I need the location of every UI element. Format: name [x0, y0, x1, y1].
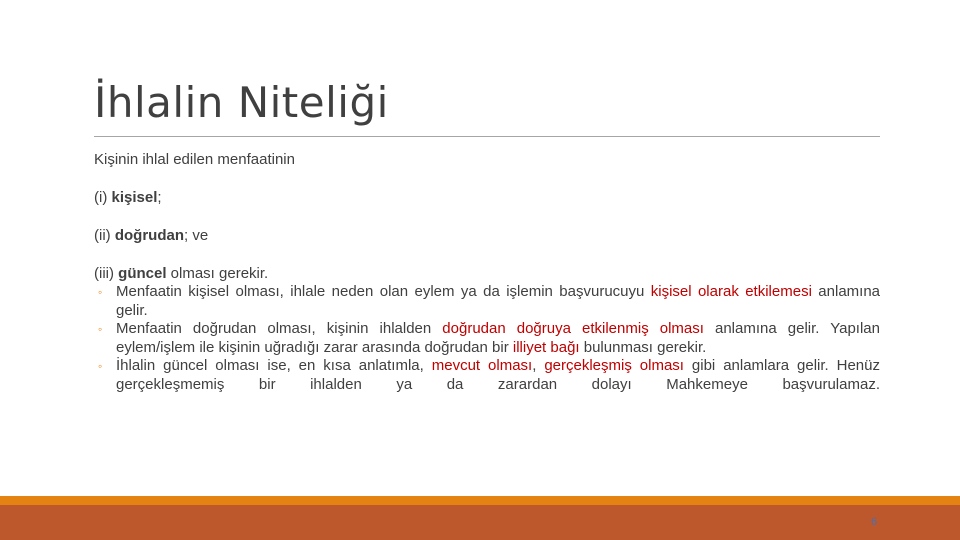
intro-text: Kişinin ihlal edilen menfaatinin — [94, 151, 295, 168]
item-keyword: doğrudan — [114, 227, 184, 244]
item-prefix: (i) — [94, 189, 112, 206]
bullet-text: Menfaatin doğrudan olması, kişinin ihlalden — [116, 320, 443, 337]
intro-paragraph — [94, 150, 880, 169]
item-suffix: ; — [157, 189, 162, 206]
item-personal — [94, 188, 880, 207]
item-prefix: (iii) — [94, 265, 119, 282]
bullet-text: gibi anlamlara gelir. Henüz gerçekleşmemiş bir ihlalden ya da zarardan dolayı Mahkemeye başvurulamaz. — [116, 357, 880, 393]
footer-bar — [0, 505, 960, 540]
bullet-circle-icon: ◦ — [98, 285, 103, 299]
bullet-text: , — [532, 357, 545, 374]
bullet-circle-icon: ◦ — [98, 322, 103, 336]
item-keyword: güncel — [118, 265, 167, 282]
bullet-text: Menfaatin kişisel olması, ihlale neden olan eylem ya da işlemin başvurucuyu — [116, 283, 651, 300]
item-suffix: ; ve — [183, 227, 209, 244]
emphasis-text: illiyet bağı — [512, 338, 580, 356]
item-suffix: olması gerekir. — [166, 265, 269, 282]
item-current — [94, 264, 880, 283]
bullet-circle-icon: ◦ — [98, 359, 103, 373]
item-keyword: kişisel — [111, 189, 158, 206]
slide-title: İhlalin Niteliği — [94, 78, 389, 127]
title-divider — [94, 136, 880, 137]
item-prefix: (ii) — [94, 227, 115, 244]
item-direct — [94, 226, 880, 245]
slide-content — [94, 150, 880, 394]
bullet-text: İhlalin güncel olması ise, en kısa anlatımla, — [116, 357, 432, 374]
bullet-text: bulunması gerekir. — [579, 338, 707, 356]
footer-accent-stripe — [0, 496, 960, 505]
bullet-item — [94, 320, 880, 357]
page-number: 6 — [870, 516, 878, 528]
bullet-text: anlamına gelir. — [116, 283, 881, 319]
emphasis-text: gerçekleşmiş olması — [544, 357, 684, 374]
emphasis-text: doğrudan doğruya etkilenmiş olması — [442, 320, 704, 337]
bullet-item — [94, 283, 880, 320]
emphasis-text: kişisel olarak etkilemesi — [650, 283, 812, 300]
bullet-item — [94, 357, 880, 394]
bullet-list — [94, 283, 880, 394]
emphasis-text: mevcut olması — [431, 357, 533, 374]
bullet-text: anlamına gelir. Yapılan eylem/işlem ile kişinin uğradığı zarar arasında doğrudan bir — [116, 320, 880, 356]
